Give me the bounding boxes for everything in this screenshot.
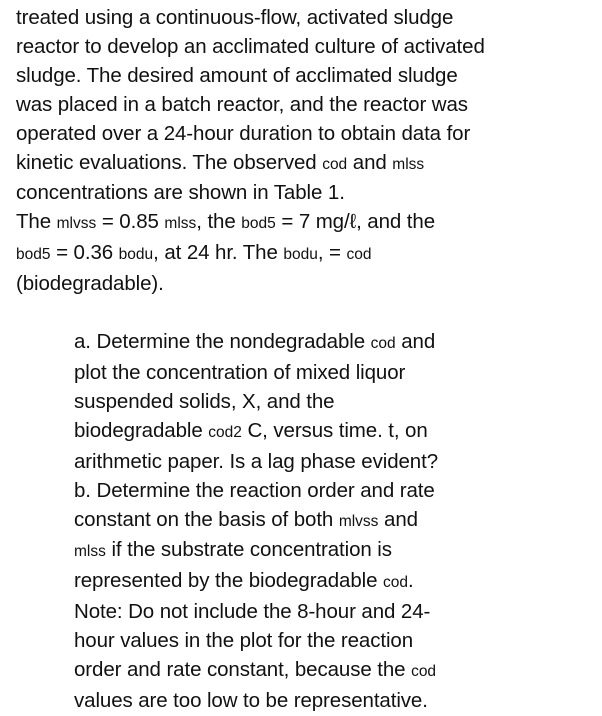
intro-line [16, 270, 596, 299]
intro-line [16, 62, 596, 91]
text: = 0.36 [50, 241, 119, 265]
note-line [74, 627, 544, 656]
abbrev-cod: cod [383, 574, 408, 592]
abbrev-mlss: mlss [164, 215, 197, 233]
part-a-line [74, 448, 544, 477]
text: if the substrate concentration is [105, 538, 392, 562]
abbrev-mlss: mlss [74, 543, 106, 561]
text: , the [196, 210, 242, 234]
intro-line [16, 4, 596, 33]
abbrev-bodu: bodu [283, 246, 318, 264]
problem-text [16, 4, 596, 716]
intro-line [16, 208, 596, 239]
text: biodegradable [74, 418, 209, 442]
intro-line [16, 239, 596, 270]
question-list [74, 328, 544, 716]
abbrev-cod: cod [322, 155, 348, 173]
text: operated over a 24-hour duration to obtain data for [16, 121, 471, 145]
text: a. Determine the nondegradable [74, 330, 371, 354]
text: and [395, 330, 436, 354]
text: . [408, 569, 414, 593]
text: C, versus time. t, on [241, 418, 428, 442]
intro-line [16, 91, 596, 120]
text: and [347, 150, 393, 174]
part-b [74, 477, 544, 599]
note-line [74, 598, 544, 627]
part-a-line [74, 417, 544, 448]
part-b-line [74, 536, 544, 567]
part-a-line [74, 388, 544, 417]
text: was placed in a batch reactor, and the reactor was [16, 92, 468, 116]
intro-line [16, 120, 596, 149]
abbrev-mlss: mlss [392, 155, 425, 173]
part-b-line [74, 506, 544, 537]
intro-line [16, 33, 596, 62]
text: constant on the basis of both [74, 507, 339, 531]
abbrev-bod5: bod5 [241, 215, 276, 233]
text: (biodegradable). [16, 272, 164, 296]
text: = 7 mg/ℓ, and the [275, 210, 435, 234]
text: plot the concentration of mixed liquor [74, 360, 406, 384]
abbrev-bod5: bod5 [16, 246, 51, 264]
abbrev-cod: cod [411, 663, 437, 681]
text: reactor to develop an acclimated culture of activated [16, 34, 485, 58]
part-b-line [74, 567, 544, 598]
note-line [74, 687, 544, 716]
abbrev-mlvss: mlvss [56, 215, 97, 233]
text: , at 24 hr. The [153, 241, 284, 265]
part-b-line [74, 477, 544, 506]
part-a-line [74, 359, 544, 388]
text: arithmetic paper. Is a lag phase evident? [74, 449, 438, 473]
text: Note: Do not include the 8-hour and 24- [74, 600, 431, 624]
text: kinetic evaluations. The observed [16, 150, 323, 174]
spacer [16, 299, 596, 328]
part-a [74, 328, 544, 477]
text: The [16, 210, 57, 234]
note-line [74, 656, 544, 687]
text: = 0.85 [96, 210, 165, 234]
intro-line [16, 179, 596, 208]
text: represented by the biodegradable [74, 569, 383, 593]
intro-line [16, 149, 596, 180]
part-a-line [74, 328, 544, 359]
abbrev-mlvss: mlvss [338, 512, 379, 530]
note [74, 598, 544, 716]
text: sludge. The desired amount of acclimated sludge [16, 63, 458, 87]
text: and [378, 507, 418, 531]
abbrev-bodu: bodu [118, 246, 154, 264]
text: values are too low to be representative. [74, 688, 428, 712]
text: concentrations are shown in Table 1. [16, 181, 345, 205]
text: , = [317, 241, 347, 265]
text: hour values in the plot for the reaction [74, 629, 414, 653]
text: suspended solids, X, and the [74, 389, 335, 413]
text: treated using a continuous-flow, activated sludge [16, 6, 454, 29]
abbrev-cod2: cod2 [208, 423, 242, 441]
text: b. Determine the reaction order and rate [74, 478, 435, 502]
text: order and rate constant, because the [74, 658, 412, 682]
abbrev-cod: cod [370, 335, 396, 353]
abbrev-cod: cod [346, 246, 372, 264]
problem-intro [16, 4, 596, 299]
